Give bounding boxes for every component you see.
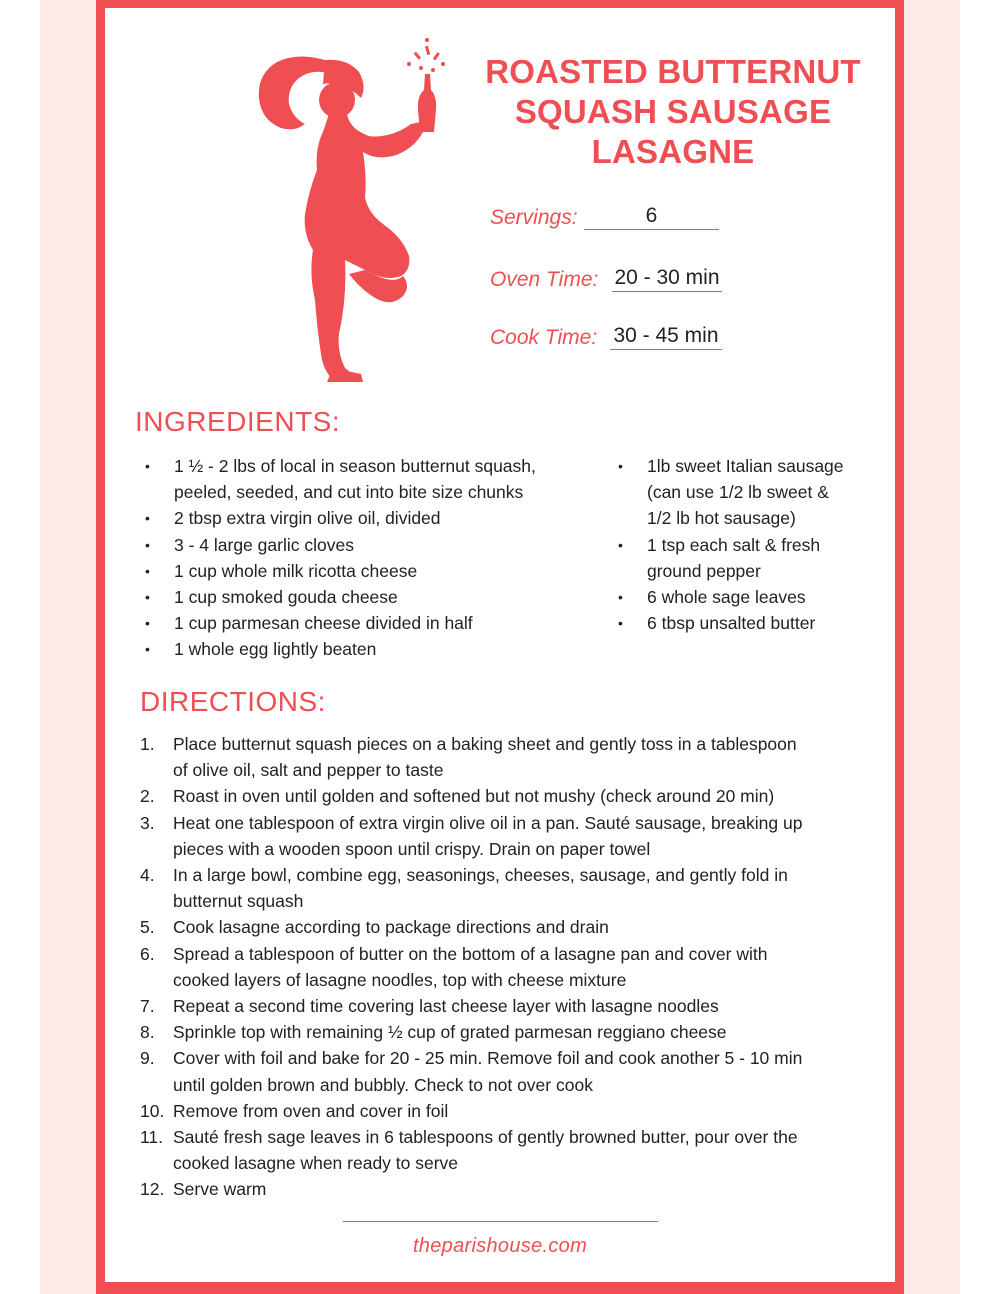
step-text-line: Roast in oven until golden and softened but not mushy (check around 20 min) xyxy=(173,786,775,807)
direction-step xyxy=(140,731,860,783)
oven-time-label: Oven Time: xyxy=(490,268,599,291)
step-text-line: butternut squash xyxy=(173,891,304,912)
bullet-icon: • xyxy=(145,589,150,606)
direction-step xyxy=(140,1176,860,1202)
ingredient-text-line: 1 cup whole milk ricotta cheese xyxy=(174,560,418,581)
ingredient-text-line: 2 tbsp extra virgin olive oil, divided xyxy=(174,508,441,529)
ingredient-text-line: 1/2 lb hot sausage) xyxy=(647,508,796,529)
bullet-icon: • xyxy=(145,458,150,474)
step-text-line: Spread a tablespoon of butter on the bottom of a lasagne pan and cover with xyxy=(173,943,768,964)
step-text-line: cooked lasagne when ready to serve xyxy=(173,1153,459,1174)
direction-step xyxy=(140,862,860,914)
step-number: 7. xyxy=(140,996,155,1017)
woman-silhouette-with-champagne-icon xyxy=(197,38,457,383)
ingredients-list-right xyxy=(618,453,877,636)
ingredient-item xyxy=(145,584,594,610)
step-text-line: Cover with foil and bake for 20 - 25 min. Remove foil and cook another 5 - 10 min xyxy=(173,1048,803,1069)
bullet-icon: • xyxy=(145,536,150,553)
direction-step xyxy=(140,1019,860,1045)
step-number: 12. xyxy=(140,1179,165,1200)
directions-list xyxy=(140,731,860,1203)
step-number: 5. xyxy=(140,917,155,938)
ingredient-text-line: (can use 1/2 lb sweet & xyxy=(647,482,829,503)
direction-step xyxy=(140,993,860,1019)
bullet-icon: • xyxy=(618,458,623,474)
ingredient-text-line: 3 - 4 large garlic cloves xyxy=(174,534,354,555)
ingredient-text-line: 1 tsp each salt & fresh xyxy=(647,534,821,555)
step-text-line: until golden brown and bubbly. Check to not over cook xyxy=(173,1074,593,1095)
step-number: 8. xyxy=(140,1022,155,1043)
ingredient-item xyxy=(145,453,594,505)
direction-step xyxy=(140,1124,860,1176)
bullet-icon: • xyxy=(618,615,623,632)
step-number: 4. xyxy=(140,865,155,886)
step-text-line: Cook lasagne according to package directions and drain xyxy=(173,917,609,938)
recipe-title xyxy=(480,52,866,172)
step-number: 1. xyxy=(140,734,155,754)
step-text-line: cooked layers of lasagne noodles, top with cheese mixture xyxy=(173,969,627,990)
ingredient-text-line: 1 whole egg lightly beaten xyxy=(174,639,377,660)
cook-time-label: Cook Time: xyxy=(490,326,598,349)
footer-divider xyxy=(343,1221,658,1222)
cook-time-row xyxy=(490,310,730,350)
ingredient-text-line: 1 cup smoked gouda cheese xyxy=(174,587,398,608)
cook-time-value: 30 - 45 min xyxy=(610,324,722,350)
recipe-title-line-1: ROASTED BUTTERNUT xyxy=(485,53,861,90)
direction-step xyxy=(140,914,860,940)
ingredient-item xyxy=(145,505,594,531)
ingredients-heading: INGREDIENTS: xyxy=(135,406,341,437)
servings-row xyxy=(490,190,730,230)
bullet-icon: • xyxy=(145,641,150,658)
step-number: 11. xyxy=(140,1127,164,1148)
bullet-icon: • xyxy=(618,536,623,553)
ingredient-text-line: 6 whole sage leaves xyxy=(647,587,806,608)
step-text-line: Sprinkle top with remaining ½ cup of grated parmesan reggiano cheese xyxy=(173,1022,727,1043)
step-text-line: Serve warm xyxy=(173,1179,267,1200)
ingredient-item xyxy=(145,610,594,636)
ingredient-item xyxy=(145,636,594,662)
ingredient-text-line: 1 cup parmesan cheese divided in half xyxy=(174,613,473,634)
servings-value: 6 xyxy=(584,204,719,230)
step-text-line: Repeat a second time covering last cheese layer with lasagne noodles xyxy=(173,996,719,1017)
step-text-line: pieces with a wooden spoon until crispy. Drain on paper towel xyxy=(173,838,651,859)
ingredient-item xyxy=(618,584,877,610)
step-number: 2. xyxy=(140,786,155,807)
ingredient-text-line: peeled, seeded, and cut into bite size chunks xyxy=(174,482,524,503)
servings-label: Servings: xyxy=(490,206,578,229)
step-text-line: of olive oil, salt and pepper to taste xyxy=(173,760,444,781)
bullet-icon: • xyxy=(145,615,150,632)
recipe-title-line-2: SQUASH SAUSAGE xyxy=(514,93,832,130)
direction-step xyxy=(140,941,860,993)
direction-step xyxy=(140,1098,860,1124)
step-number: 9. xyxy=(140,1048,155,1069)
directions-heading: DIRECTIONS: xyxy=(140,686,326,717)
ingredient-text-line: 1 ½ - 2 lbs of local in season butternut squash, xyxy=(174,456,536,476)
step-text-line: Heat one tablespoon of extra virgin olive oil in a pan. Sauté sausage, breaking up xyxy=(173,812,803,833)
direction-step xyxy=(140,810,860,862)
ingredients-list-left xyxy=(145,453,594,663)
oven-time-row xyxy=(490,252,730,292)
recipe-title-line-3: LASAGNE xyxy=(591,133,755,170)
step-number: 10. xyxy=(140,1100,165,1121)
ingredient-item xyxy=(618,610,877,636)
ingredient-text-line: ground pepper xyxy=(647,560,761,581)
footer-website-link[interactable]: theparishouse.com xyxy=(412,1235,588,1257)
step-text-line: In a large bowl, combine egg, seasonings, cheeses, sausage, and gently fold in xyxy=(173,865,788,886)
ingredient-text-line: 1lb sweet Italian sausage xyxy=(647,456,844,476)
ingredient-item xyxy=(145,558,594,584)
ingredient-item xyxy=(618,532,877,584)
step-text-line: Place butternut squash pieces on a baking sheet and gently toss in a tablespoon xyxy=(173,734,797,754)
ingredient-item xyxy=(145,532,594,558)
step-text-line: Remove from oven and cover in foil xyxy=(173,1100,449,1121)
bullet-icon: • xyxy=(145,510,150,527)
ingredient-item xyxy=(618,453,877,532)
step-number: 3. xyxy=(140,812,155,833)
direction-step xyxy=(140,783,860,809)
page-margin-left xyxy=(0,0,40,1294)
ingredient-text-line: 6 tbsp unsalted butter xyxy=(647,613,816,634)
step-text-line: Sauté fresh sage leaves in 6 tablespoons of gently browned butter, pour over the xyxy=(173,1127,798,1148)
bullet-icon: • xyxy=(618,589,623,606)
oven-time-value: 20 - 30 min xyxy=(612,266,722,292)
direction-step xyxy=(140,1045,860,1097)
bullet-icon: • xyxy=(145,562,150,579)
step-number: 6. xyxy=(140,943,155,964)
